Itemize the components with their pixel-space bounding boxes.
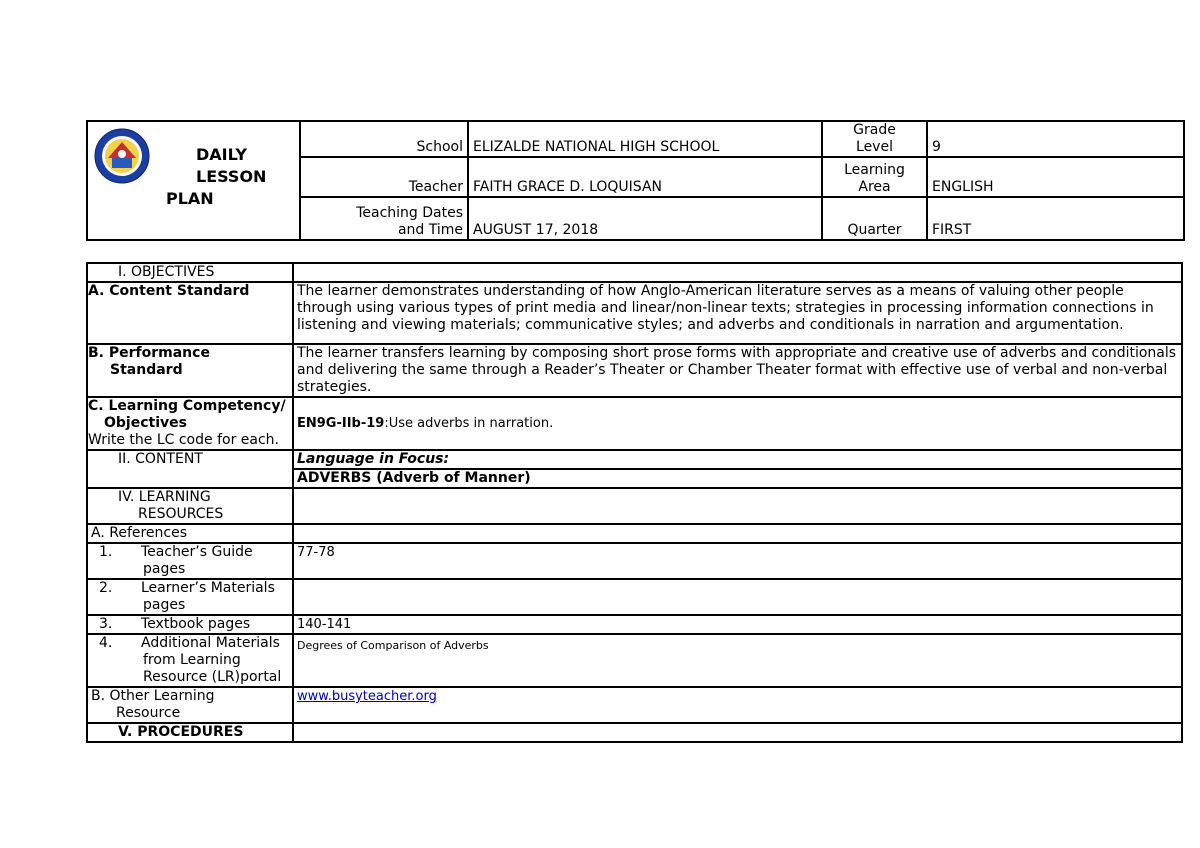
other-learning-resource-label: B. Other Learning Resource [87, 687, 293, 723]
quarter-label: Quarter [822, 197, 927, 240]
procedures-value [293, 723, 1182, 742]
textbook-pages-value: 140-141 [293, 615, 1182, 634]
additional-materials-label: 4. Additional Materials from Learning Resource (LR)portal [87, 634, 293, 687]
content-heading: II. CONTENT [87, 450, 293, 488]
title-cell [87, 121, 300, 240]
content-topic: ADVERBS (Adverb of Manner) [293, 469, 1182, 488]
other-learning-resource-value [293, 687, 1182, 723]
teachers-guide-value: 77-78 [293, 543, 1182, 579]
learning-area-value: ENGLISH [927, 157, 1184, 197]
performance-standard-label: B. Performance Standard [87, 344, 293, 397]
teacher-label: Teacher [300, 157, 468, 197]
teachers-guide-label: 1. Teacher’s Guide pages [87, 543, 293, 579]
competency-text: :Use adverbs in narration. [384, 416, 554, 431]
references-label: A. References [87, 524, 293, 543]
content-focus: Language in Focus: [293, 450, 1182, 469]
learning-area-label: Learning Area [822, 157, 927, 197]
title-line-lesson: LESSON [196, 167, 267, 186]
quarter-value: FIRST [927, 197, 1184, 240]
header-table [86, 120, 1183, 239]
performance-standard-text: The learner transfers learning by composing short prose forms with appropriate and creative use of adverbs and conditionals and delivering the same through a Reader’s Theater or Chamber Theater format with effective use of verbal and non-verbal strategies. [293, 344, 1182, 397]
learning-resources-value [293, 488, 1182, 524]
learning-competency-value [293, 397, 1182, 450]
teaching-dates-value: AUGUST 17, 2018 [468, 197, 822, 240]
content-standard-label: A. Content Standard [87, 282, 293, 344]
content-standard-text: The learner demonstrates understanding of how Anglo-American literature serves as a means of valuing other people through using various types of print media and linear/non-linear texts; strategies in processing information connections in listening and viewing materials; communicative styles; and adverbs and conditionals in narration and argumentation. [293, 282, 1182, 344]
teaching-dates-label: Teaching Dates and Time [300, 197, 468, 240]
school-label: School [300, 121, 468, 157]
learning-resources-heading: IV. LEARNING RESOURCES [87, 488, 293, 524]
grade-level-value: 9 [927, 121, 1184, 157]
grade-level-label: Grade Level [822, 121, 927, 157]
lesson-plan-table [86, 262, 1183, 743]
school-value: ELIZALDE NATIONAL HIGH SCHOOL [468, 121, 822, 157]
objectives-value [293, 263, 1182, 282]
title-line-plan: PLAN [166, 189, 214, 208]
references-value [293, 524, 1182, 543]
procedures-heading: V. PROCEDURES [87, 723, 293, 742]
learning-competency-label: C. Learning Competency/ Objectives Write the LC code for each. [87, 397, 293, 450]
learners-materials-label: 2. Learner’s Materials pages [87, 579, 293, 615]
objectives-heading: I. OBJECTIVES [87, 263, 293, 282]
title-line-daily: DAILY [196, 145, 247, 164]
learners-materials-value [293, 579, 1182, 615]
additional-materials-value: Degrees of Comparison of Adverbs [293, 634, 1182, 687]
busyteacher-link[interactable]: www.busyteacher.org [297, 689, 437, 704]
competency-code: EN9G-IIb-19 [297, 416, 385, 431]
deped-seal-icon [94, 128, 150, 184]
textbook-pages-label: 3. Textbook pages [87, 615, 293, 634]
teacher-value: FAITH GRACE D. LOQUISAN [468, 157, 822, 197]
document-title [166, 144, 266, 210]
